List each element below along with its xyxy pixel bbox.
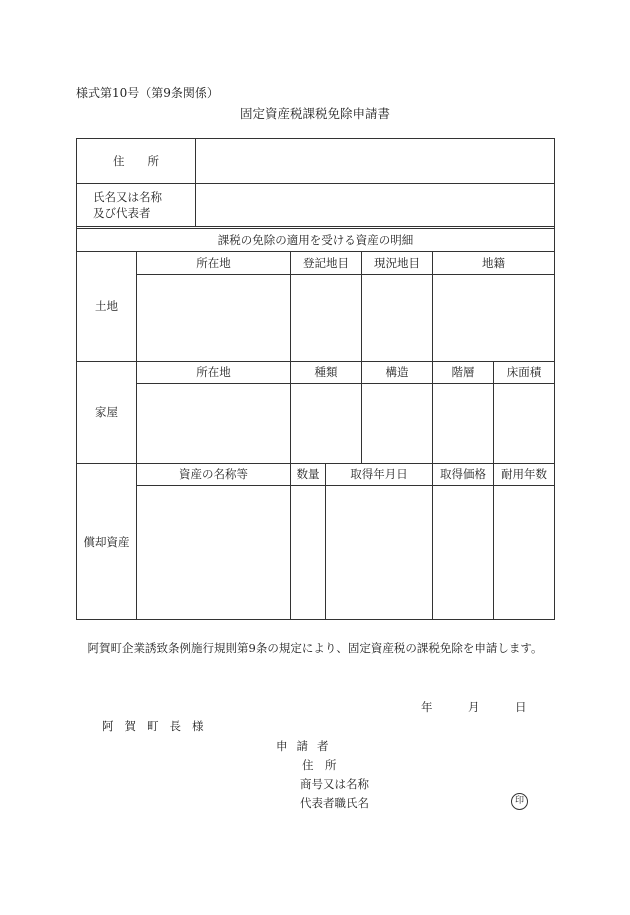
document-title: 固定資産税課税免除申請書 bbox=[239, 106, 390, 121]
name-field[interactable] bbox=[196, 184, 554, 226]
depreciable-assets-label: 償却資産 bbox=[83, 534, 130, 549]
applicant-trade-name-label: 商号又は名称 bbox=[300, 777, 369, 791]
house-label: 家屋 bbox=[95, 405, 118, 419]
land-col-area: 地籍 bbox=[482, 255, 505, 270]
applicant-heading: 申請者 bbox=[276, 739, 338, 753]
depreciable-col-useful-life: 耐用年数 bbox=[501, 467, 547, 481]
depreciable-col-acquisition-date: 取得年月日 bbox=[350, 467, 408, 481]
form-number: 様式第10号（第9条関係） bbox=[76, 86, 219, 100]
land-col-registered-category: 登記地目 bbox=[303, 255, 349, 270]
name-label-line1: 氏名又は名称 bbox=[93, 190, 162, 204]
date-day: 日 bbox=[515, 700, 527, 714]
declaration-text: 阿賀町企業誘致条例施行規則第9条の規定により、固定資産税の課税免除を申請します。 bbox=[87, 641, 543, 655]
date-month: 月 bbox=[468, 700, 480, 714]
seal-icon: 印 bbox=[511, 793, 528, 810]
column-divider bbox=[136, 251, 137, 620]
house-col-floor-area: 床面積 bbox=[506, 365, 542, 379]
house-col-structure: 構造 bbox=[385, 365, 409, 379]
row-divider bbox=[136, 383, 554, 384]
house-col-location: 所在地 bbox=[196, 365, 231, 379]
address-label: 住 所 bbox=[113, 154, 159, 168]
addressee: 阿賀町長様 bbox=[102, 719, 215, 733]
land-col-location: 所在地 bbox=[196, 255, 231, 270]
depreciable-col-acquisition-price: 取得価格 bbox=[440, 467, 486, 481]
name-label-line2: 及び代表者 bbox=[93, 206, 151, 220]
column-divider bbox=[493, 463, 494, 620]
application-table bbox=[76, 138, 555, 620]
column-divider bbox=[290, 463, 291, 620]
asset-details-title: 課税の免除の適用を受ける資産の明細 bbox=[217, 233, 414, 247]
applicant-representative-label: 代表者職氏名 bbox=[300, 796, 369, 810]
house-col-type: 種類 bbox=[314, 365, 338, 379]
house-col-floors: 階層 bbox=[451, 365, 475, 379]
name-label bbox=[77, 184, 195, 226]
address-field[interactable] bbox=[196, 139, 554, 183]
column-divider bbox=[432, 463, 433, 620]
depreciable-col-quantity: 数量 bbox=[296, 467, 320, 481]
column-divider bbox=[325, 463, 326, 620]
row-divider bbox=[136, 485, 554, 486]
land-label: 土地 bbox=[95, 299, 118, 313]
depreciable-col-asset-name: 資産の名称等 bbox=[179, 467, 248, 481]
row-divider bbox=[136, 274, 554, 275]
date-year: 年 bbox=[421, 700, 433, 714]
land-col-current-category: 現況地目 bbox=[374, 255, 420, 270]
applicant-address-label: 住 所 bbox=[302, 758, 337, 772]
